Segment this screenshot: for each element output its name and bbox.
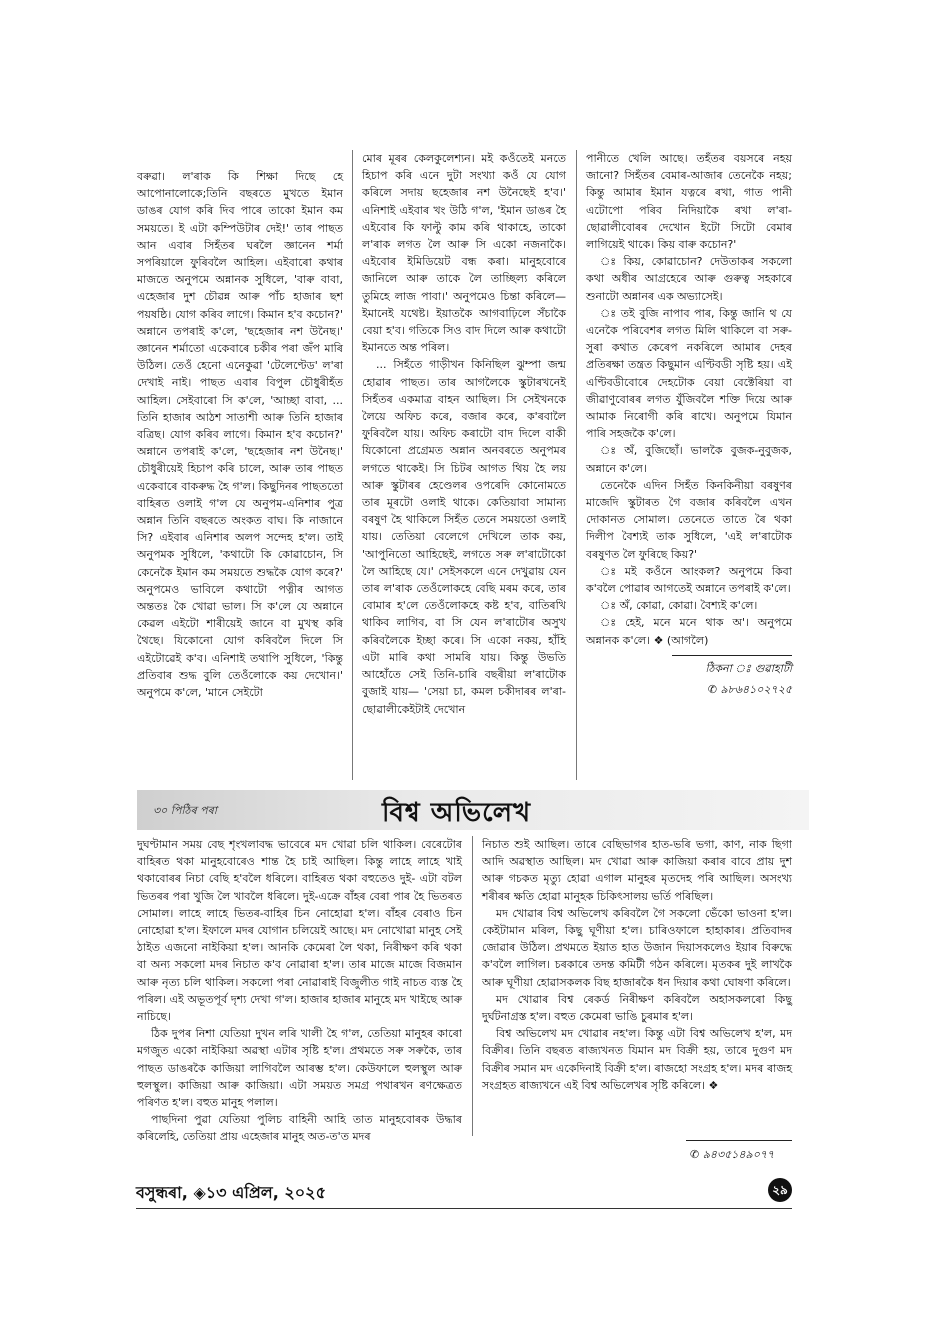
footer-rule [136,1208,792,1209]
magazine-footer: বসুন্ধৰা, ◈১৩ এপ্ৰিল, ২০২৫ [136,1183,326,1202]
author-place: ঠিকনা ঃ গুৱাহাটী [705,661,792,675]
feature-right-para: মদ খোৱাৰ বিশ্ব ৰেকৰ্ড নিৰীক্ষণ কৰিবলৈ অহাসকলৰো কিছু দুৰ্ঘটনাগ্ৰস্ত হ'ল। বহুত কেমেৰা ভাঙি চুৰমাৰ হ'ল। [482,992,792,1024]
article-col-3-para: তেনেকৈ এদিন সিহঁত কিনকিনীয়া বৰষুণৰ মাজেদি স্কুটাৰত গৈ বজাৰ কৰিবলৈ এখন দোকানত সোমাল। তেনেতে তাতে ৰৈ থকা দিলীপ বৈশ্যই তাক সুধিলে, 'এই ল'ৰাটোক বৰষুণত লৈ ফুৰিছে কিয়?' [586,478,792,561]
page-number: ২৯ [768,1178,792,1202]
feature-right-para: বিশ্ব অভিলেখ মদ খোৱাৰ নহ'ল। কিন্তু এটা বিশ্ব অভিলেখ হ'ল, মদ বিক্ৰীৰ। তিনি বছৰত ৰাজ্যখনত যিমান মদ বিক্ৰী হয়, তাৰে দুগুণ মদ বিক্ৰীৰ সমান মদ একেদিনাই বিক্ৰী হ'ল। ৰাজহো সংগ্ৰহ হ'ল। মদৰ ৰাজহ সংগ্ৰহত ৰাজ্যখনে এই বিশ্ব অভিলেখৰ সৃষ্টি কৰিলে। ❖ [482,1027,792,1092]
feature-left-para: পাছদিনা পুৱা যেতিয়া পুলিচ বাহিনী আহি তাত মানুহবোৰক উদ্ধাৰ কৰিলেহি, তেতিয়া প্ৰায় এহেজাৰ মানুহ অত-ত'ত মদৰ [137,1113,462,1144]
continued-from-label: ৩০ পিঠিৰ পৰা [153,804,217,817]
feature-signoff-rule [686,1140,792,1141]
article-col-1 [137,168,343,701]
feature-banner [137,790,809,830]
article-col-3-para: ঃ হেই, মনে মনে থাক অ'। অনুপমে অন্নানক ক'লে। ❖ (আগলৈ) [586,616,792,647]
article-col-3-para: ঃ অঁ, কোৱা, কোৱা। বৈশ্যই ক'লে। [600,599,758,613]
author-phone: ✆ ৯৮৬৪১০২৭২৫ [707,683,792,697]
feature-col-left [137,836,462,1146]
article-col-3-para: ঃ অঁ, বুজিছোঁ। ভালকৈ বুজক-নুবুজক, অন্নানে ক'লে। [586,444,792,475]
article-col-2 [362,150,566,718]
article-col-2-para: ... সিহঁতে গাড়ীখন কিনিছিল ঝুম্পা জন্ম হোৱাৰ পাছত। তাৰ আগলৈকে স্কুটাৰখনেই সিহঁতৰ একমাত্ৰ বাহন আছিল। সি সেইখনকে লৈয়ে অফিচ কৰে, বজাৰ কৰে, ক'ৰবালৈ ফুৰিবলৈ যায়। অফিচ কৰাটো বাদ দিলে বাকী যিকোনো প্ৰগ্ৰেমত অন্নান অনবৰতে অনুপমৰ লগতে থাকেই। সি চিটৰ আগত থিয় হৈ লয় আৰু স্কুটাৰৰ হেণ্ডেলৰ ওপৰেদি কোনোমতে তাৰ মূৰটো ওলাই থাকে। কেতিয়াবা সামান্য বৰষুণ হৈ থাকিলে সিহঁত তেনে সময়তো ওলাই যায়। তেতিয়া বেলেগে দেখিলে তাক কয়, 'আপুনিতো আহিছেই, লগতে সৰু ল'ৰাটোকো লৈ আহিছে যে।' সেইসকলে এনে দেখুৱায় যেন তাৰ ল'ৰাক তেওঁলোকহে বেছি মৰম কৰে, তাৰ বোমাৰ হ'লে তেওঁলোকহে কষ্ট হ'ব, বাতিৰখি থাকিব লাগিব, বা সি যেন ল'ৰাটোৰ অসুখ কৰিবলৈকে ইচ্ছা কৰে। সি একো নকয়, হাঁহি এটা মাৰি কথা সামৰি যায়। কিন্তু উভতি আহোঁতে সেই তিনি-চাৰি বছৰীয়া ল'ৰাটোক বুজাই যায়— 'সেয়া চা, কমল চকীদাৰৰ ল'ৰা-ছোৱালীকেইটাই দেখোন [362,358,566,716]
article-col-1-para: বৰুৱা। ল'ৰাক কি শিক্ষা দিছে হে আপোনালোকে;তিনি বছৰতে মুখতে ইমান ডাঙৰ যোগ কৰি দিব পাৰে তাকো ইমান কম সময়তে। ই এটা কম্পিউটাৰ দেই!' তাৰ পাছত আন এবাৰ সিহঁতৰ ঘৰলৈ জ্ঞানেন শৰ্মা সপৰিয়ালে ফুৰিবলৈ আহিল। এইবাৰো কথাৰ মাজতে অনুপমে অন্নানক সুধিলে, 'বাৰু বাবা, এহেজাৰ দুশ চৌৱন্ন আৰু পাঁচ হাজাৰ ছশ পয়ষষ্ঠি। যোগ কৰিব লাগে। কিমান হ'ব কচোন?' অন্নানে তপৰাই ক'লে, 'ছহেজাৰ নশ উনৈছ।' জ্ঞানেন শৰ্মাতো একেবাৰে চকীৰ পৰা জঁপ মাৰি উঠিল। তেওঁ হেনো এনেকুৱা 'টেলেণ্টেড' ল'ৰা দেখাই নাই। পাছত এবাৰ বিপুল চৌধুৰীহঁত আহিল। সেইবাৰো সি ক'লে, 'আচ্ছা বাবা, ... তিনি হাজাৰ আঠশ সাতাশী আৰু তিনি হাজাৰ বত্ৰিছ। যোগ কৰিব লাগে। কিমান হ'ব কচোন?' অন্নানে তপৰাই ক'লে, 'ছহেজাৰ নশ উনৈছ।' চৌধুৰীয়েই হিচাপ কৰি চালে, আৰু তাৰ পাছত একেবাৰে বাকৰুদ্ধ হৈ গ'ল। কিছুদিনৰ পাছততো বাহিৰত ওলাই গ'ল যে অনুপম-এনিশাৰ পুত্ৰ অন্নান তিনি বছৰতে অংকত বাঘ। কি নাজানে সি? এইবাৰ এনিশাৰ অলপ সন্দেহ হ'ল। তাই অনুপমক সুধিলে, 'কথাটো কি কোৱাচোন, সি কেনেকৈ ইমান কম সময়তে শুদ্ধকৈ যোগ কৰে?' অনুপমেও ভাবিলে কথাটো পত্নীৰ আগত অন্ততঃ কৈ খোৱা ভাল। সি ক'লে যে অন্নানে কেৱল এইটো শাৰীয়েই জানে বা মুখস্থ কৰি থৈছে। যিকোনো যোগ কৰিবলৈ দিলে সি এইটোৱেই ক'ব। এনিশাই তথাপি সুধিলে, 'কিন্তু প্ৰতিবাৰ শুদ্ধ বুলি তেওঁলোকে কয় দেখোন।' অনুপমে ক'লে, 'মানে সেইটো [137,170,343,700]
column-divider-1 [352,150,353,780]
feature-left-para: ঠিক দুপৰ নিশা যেতিয়া দুখন লৰি খালী হৈ গ'ল, তেতিয়া মানুহৰ কাৰো মগজুত একো নাইকিয়া অৱস্থা এটাৰ সৃষ্টি হ'ল। প্ৰথমতে সৰু সৰুকৈ, তাৰ পাছত ডাঙৰকৈ কাজিয়া লাগিবলৈ আৰম্ভ হ'ল। কেউফালে হুলস্থুল আৰু হুলস্থুল। কাজিয়া আৰু কাজিয়া। এটা সময়ত সমগ্ৰ পথাৰখন ৰণক্ষেত্ৰত পৰিণত হ'ল। বহুত মানুহ পলাল। [137,1027,462,1110]
article-col-3-para: পানীতে খেলি আছে। তহঁতৰ বয়সৰে নহয় জানো? সিহঁতৰ বেমাৰ-আজাৰ তেনেকৈ নহয়; কিন্তু আমাৰ ইমান যত্নৰে ৰখা, গাত পানী এটোপো পৰিব নিদিয়াকৈ ৰখা ল'ৰা-ছোৱালীবোৰৰ দেখোন ইটো সিটো বেমাৰ লাগিয়েই থাকে। কিয় বাৰু কচোন?' [586,152,792,252]
article-col-3-para: ঃ তই বুজি নাপাব পাৰ, কিন্তু জানি থ যে এনেকৈ পৰিবেশৰ লগত মিলি থাকিলে বা সৰু-সুৰা কথাত কেৰেপ নকৰিলে আমাৰ দেহৰ প্ৰতিৰক্ষা তন্ত্ৰত কিছুমান এণ্টিবডী সৃষ্টি হয়। এই এণ্টিবডীবোৰে দেহটোক বেয়া বেক্টেৰিয়া বা জীৱাণুবোৰৰ লগত যুঁজিবলৈ শক্তি দিয়ে আৰু আমাক নিৰোগী কৰি ৰাখে। অনুপমে যিমান পাৰি সহজকৈ ক'লে। [586,306,792,441]
article-col-3-para: ঃ কিয়, কোৱাচোন? দেউতাকৰ সকলো কথা অধীৰ আগ্ৰহেৰে আৰু গুৰুত্ব সহকাৰে শুনাটো অন্নানৰ এক অভ্যাসেই। [586,255,792,303]
article-col-3-para: ঃ মই কওঁনে আংকল? অনুপমে কিবা ক'বলৈ পোৱাৰ আগতেই অন্নানে তপৰাই ক'লে। [586,564,792,596]
feature-column-divider [472,836,473,1136]
column-divider-2 [576,150,577,780]
article-col-3 [586,150,792,698]
feature-right-para: নিচাত শুই আছিল। তাৰে বেছিভাগৰ হাত-ভৰি ভগা, কাণ, নাক ছিগা আদি অৱস্থাত আছিল। মদ খোৱা আৰু কাজিয়া কৰাৰ বাবে প্ৰায় দুশ আৰু গচকত মৃত্যু হোৱা এগাল মানুহৰ মৃতদেহ পৰি আছিল। অসংখ্য শৰীৰৰ ক্ষতি হোৱা মানুহক চিকিৎসালয় ভৰ্তি পৰিছিল। [482,838,792,903]
feature-right-para: মদ খোৱাৰ বিশ্ব অভিলেখ কৰিবলৈ গৈ সকলো ভেঁকো ভাওনা হ'ল। কেইটামান মৰিল, কিছু ঘূণীয়া হ'ল। চাৰিওফালে হাহাকাৰ। প্ৰতিবাদৰ জোৱাৰ উঠিল। প্ৰথমতে ইয়াত হাত উজান দিয়াসকলেও ইয়াৰ বিৰুদ্ধে ক'বলৈ লাগিল। চৰকাৰে তদন্ত কমিটী গঠন কৰিলে। মৃতকৰ দুই লাখকৈ আৰু ঘূণীয়া হোৱাসকলক বিছ হাজাৰকৈ ধন দিয়াৰ কথা ঘোষণা কৰিলে। [482,906,792,989]
feature-author-phone: ✆ ৯৪৩৫১৪৯০৭৭ [690,1148,775,1161]
article-col-2-para: মোৰ মূৰৰ কেলকুলেশ্যন। মই কওঁতেই মনতে হিচাপ কৰি এনে দুটা সংখ্যা কওঁ যে যোগ কৰিলে সদায় ছহেজাৰ নশ উনৈছেই হ'ব।' এনিশাই এইবাৰ খং উঠি গ'ল, 'ইমান ডাঙৰ হৈ এইবোৰ কি ফাল্টু কাম কৰি থাকাহে, তাকো ল'ৰাক লগত লৈ আৰু সি একো নজনাকৈ। এইবোৰ ইমিডিয়েট বন্ধ কৰা। মানুহবোৰে জানিলে আৰু তাকে লৈ তাচ্ছিল্য কৰিলে তুমিহে লাজ পাবা।' অনুপমেও চিন্তা কৰিলে— ইমানেই যথেষ্ট। ইয়াতকৈ আগবাঢ়িলে সঁচাকৈ বেয়া হ'ব। গতিকে সিও বাদ দিলে আৰু কথাটো ইমানতে অন্ত পৰিল। [362,152,566,355]
feature-left-para: দুঘণ্টামান সময় বেছ শৃংখলাবদ্ধ ভাবেৰে মদ খোৱা চলি থাকিল। বেৰেটোৰ বাহিৰত থকা মানুহবোৰেও শান্ত হৈ চাই আছিল। কিন্তু লাহে লাহে খাই থকাবোৰৰ নিচা বেছি হ'বলৈ ধৰিলে। বাহিৰত থকা বহুতেও দুই- এটা বটল ভিতৰৰ পৰা খুজি লৈ খাবলৈ ধৰিলে। দুই-এক্ৰে বাঁহৰ বেৰা পাৰ হৈ ভিতৰত সোমাল। লাহে লাহে ভিতৰ-বাহিৰ চিন নোহোৱা হ'ল। বাঁহৰ বেৰাও চিন নোহোৱা হ'ল। ইফালে মদৰ যোগান চলিয়েই আছে। মদ নোখোৱা মানুহ সেই ঠাইত এজনো নাইকিয়া হ'ল। আনকি কেমেৰা লৈ থকা, নিৰীক্ষণ কৰি থকা বা অন্য সকলো মদৰ নিচাত ক'ব নোৱাৰা হ'ল। তাৰ মাজে মাজে বিজমান আৰু নৃত্য চলি থাকিল। সকলো পৰা নোৱাৰাই বিজুলীত গাই নাচত ব্যস্ত হৈ পৰিল। এই অভূতপূৰ্ব দৃশ্য দেখা গ'ল। হাজাৰ হাজাৰ মানুহে মদ খাইছে আৰু নাচিছে। [137,838,462,1024]
feature-title: বিশ্ব অভিলেখ [382,798,532,828]
feature-col-right [482,836,792,1094]
signoff-rule [672,655,792,656]
